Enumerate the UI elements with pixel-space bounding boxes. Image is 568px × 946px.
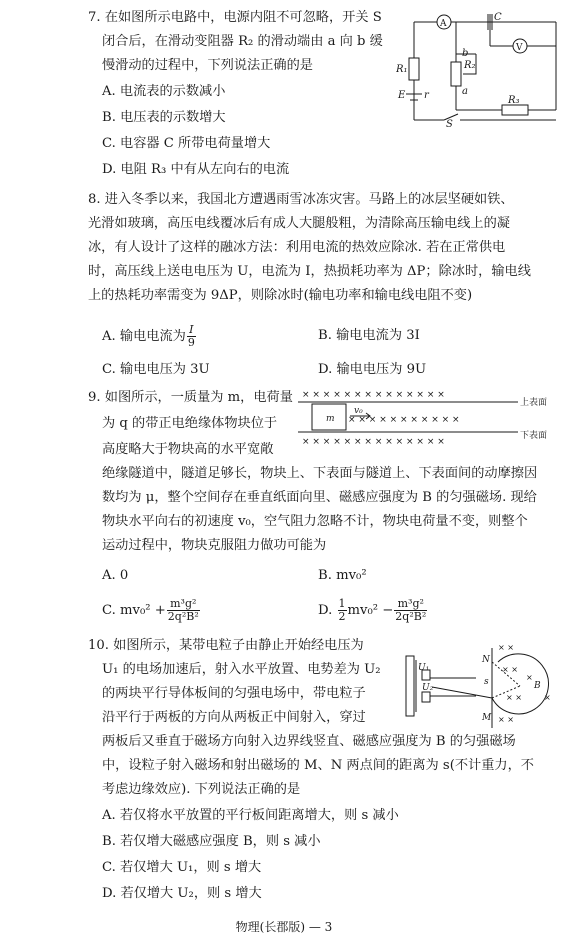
q7-line2: 闭合后，在滑动变阻器 R₂ 的滑动端由 a 向 b 缓 xyxy=(102,34,383,49)
q7-fig-switch-label: S xyxy=(446,119,453,128)
q7-fig-emf-label: E xyxy=(398,90,406,101)
q10-option-b: B. 若仅增大磁感应强度 B，则 s 减小 xyxy=(102,834,321,849)
q8-option-d: D. 输电电压为 9U xyxy=(318,362,427,377)
q10-fig-b-label: B xyxy=(534,681,541,691)
svg-text:× ×: × × xyxy=(498,643,514,652)
q7-option-a: A. 电流表的示数减小 xyxy=(102,84,226,99)
svg-text:× ×: × × xyxy=(506,693,522,702)
q10-line2: U₁ 的电场加速后，射入水平放置、电势差为 U₂ xyxy=(102,662,381,677)
q10-fig-u1-label: U₁ xyxy=(418,663,430,673)
q7-fig-voltmeter-label: V xyxy=(516,43,523,53)
q10-line5: 两板后又垂直于磁场方向射入边界线竖直、磁感应强度为 B 的匀强磁场 xyxy=(102,734,516,749)
page-footer: 物理(长郡版) — 3 xyxy=(235,920,333,934)
q8-option-a-fraction: $\frac{I}{9}$ xyxy=(187,323,195,349)
q7-fig-r1-label: R₁ xyxy=(396,64,408,75)
q8-line3: 冰，有人设计了这样的融冰方法：利用电流的热效应除冰. 若在正常供电 xyxy=(88,240,506,255)
q8-line1: 8. 进入冬季以来，我国北方遭遇雨雪冰冻灾害。马路上的冰层坚硬如铁、 xyxy=(88,192,514,207)
q9-option-d-fraction-half: $\frac{1}{2}$ xyxy=(338,597,346,623)
q10-option-c: C. 若仅增大 U₁，则 s 增大 xyxy=(102,860,262,875)
q9-option-d-fraction: $\frac{\text{m³g²}}{\text{2q²B²}}$ xyxy=(395,597,427,623)
q7-option-c: C. 电容器 C 所带电荷量增大 xyxy=(102,136,271,151)
q7-circuit-figure xyxy=(396,10,560,128)
svg-text:× ×: × × xyxy=(502,665,518,674)
q10-line3: 的两块平行导体板间的匀强电场中，带电粒子 xyxy=(102,686,366,701)
q9-fig-mass-label: m xyxy=(326,414,335,424)
q7-line3: 慢滑动的过程中，下列说法正确的是 xyxy=(102,58,313,73)
q10-option-d: D. 若仅增大 U₂，则 s 增大 xyxy=(102,886,262,901)
q7-fig-r3-label: R₃ xyxy=(508,95,520,106)
q9-fig-top-surface-label: 上表面 xyxy=(520,398,548,408)
svg-text:× × × × × × × × × ×: × × × × × × × × × × × × × × xyxy=(302,437,445,447)
q8-option-c: C. 输电电压为 3U xyxy=(102,362,210,377)
q7-fig-a-label: a xyxy=(462,86,468,97)
q10-magnetic-field-figure xyxy=(402,640,560,732)
q8-line2: 光滑如玻璃，高压电线覆冰后有成人大腿般粗，为清除高压输电线上的凝 xyxy=(88,216,510,231)
q9-fig-velocity-label: v₀ xyxy=(354,406,363,416)
q7-option-b: B. 电压表的示数增大 xyxy=(102,110,226,125)
q9-line1: 9. 如图所示，一质量为 m，电荷量 xyxy=(88,390,293,405)
q7-option-d: D. 电阻 R₃ 中有从左向右的电流 xyxy=(102,162,290,177)
q9-option-b: B. mv₀² xyxy=(318,568,367,583)
q7-fig-ammeter-label: A xyxy=(440,19,447,29)
q9-line6: 物块水平向右的初速度 v₀，空气阻力忽略不计，物块电荷量不变，则整个 xyxy=(102,514,528,529)
q10-option-a: A. 若仅将水平放置的平行板间距离增大，则 s 减小 xyxy=(102,808,399,823)
q10-line7: 考虑边缘效应). 下列说法正确的是 xyxy=(102,782,301,797)
q9-option-a: A. 0 xyxy=(102,568,129,583)
q9-line7: 运动过程中，物块克服阻力做功可能为 xyxy=(102,538,327,553)
q9-line4: 绝缘隧道中，隧道足够长，物块上、下表面与隧道上、下表面间的动摩擦因 xyxy=(102,466,538,481)
q10-fig-m-label: M xyxy=(482,713,492,723)
q9-option-d: D. $\frac{1}{2}$ mv₀² − $\frac{\text{m³g²}}{\text{2q²B²}}$ xyxy=(318,597,427,623)
q8-line5: 上的热耗功率需变为 9ΔP，则除冰时(输电功率和输电线电阻不变) xyxy=(88,288,473,303)
q7-line1: 7. 在如图所示电路中，电源内阻不可忽略，开关 S xyxy=(88,10,382,25)
q7-fig-internal-r-label: r xyxy=(424,90,429,101)
svg-text:×: × xyxy=(544,693,551,702)
q9-option-c-fraction: $\frac{\text{m³g²}}{\text{2q²B²}}$ xyxy=(167,597,199,623)
q9-fig-bottom-surface-label: 下表面 xyxy=(520,431,548,441)
q10-fig-n-label: N xyxy=(482,655,490,665)
svg-text:× ×: × × xyxy=(498,715,514,724)
q10-line1: 10. 如图所示，某带电粒子由静止开始经电压为 xyxy=(88,638,364,653)
svg-text:×: × xyxy=(526,673,533,682)
q10-fig-s-label: s xyxy=(484,677,489,687)
q7-fig-b-label: b xyxy=(462,48,469,59)
svg-text:× × × × × × × × × ×: × × × × × × × × × × × × × × xyxy=(302,390,445,400)
q9-tunnel-figure xyxy=(298,386,562,452)
q9-line5: 数均为 μ，整个空间存在垂直纸面向里、磁感应强度为 B 的匀强磁场. 现给 xyxy=(102,490,537,505)
q7-fig-capacitor-label: C xyxy=(494,12,502,23)
q9-line2: 为 q 的带正电绝缘体物块位于 xyxy=(102,416,278,431)
q10-line4: 沿平行于两板的方向从两板正中间射入，穿过 xyxy=(102,710,366,725)
svg-text:× × × × × × × × × ×: × × × × × × × × × × × xyxy=(348,415,460,425)
q10-fig-u2-label: U₂ xyxy=(422,683,434,693)
q8-option-a: A. 输电电流为 $\frac{I}{9}$ xyxy=(102,323,195,349)
q10-line6: 中，设粒子射入磁场和射出磁场的 M、N 两点间的距离为 s(不计重力，不 xyxy=(102,758,534,773)
q9-line3: 高度略大于物块高的水平宽敞 xyxy=(102,442,274,457)
q7-fig-r2-label: R₂ xyxy=(464,60,476,71)
q8-line4: 时，高压线上送电电压为 U，电流为 I，热损耗功率为 ΔP；除冰时，输电线 xyxy=(88,264,531,279)
q8-option-b: B. 输电电流为 3I xyxy=(318,328,420,343)
q9-option-c: C. mv₀² + $\frac{\text{m³g²}}{\text{2q²B²}}$ xyxy=(102,597,199,623)
